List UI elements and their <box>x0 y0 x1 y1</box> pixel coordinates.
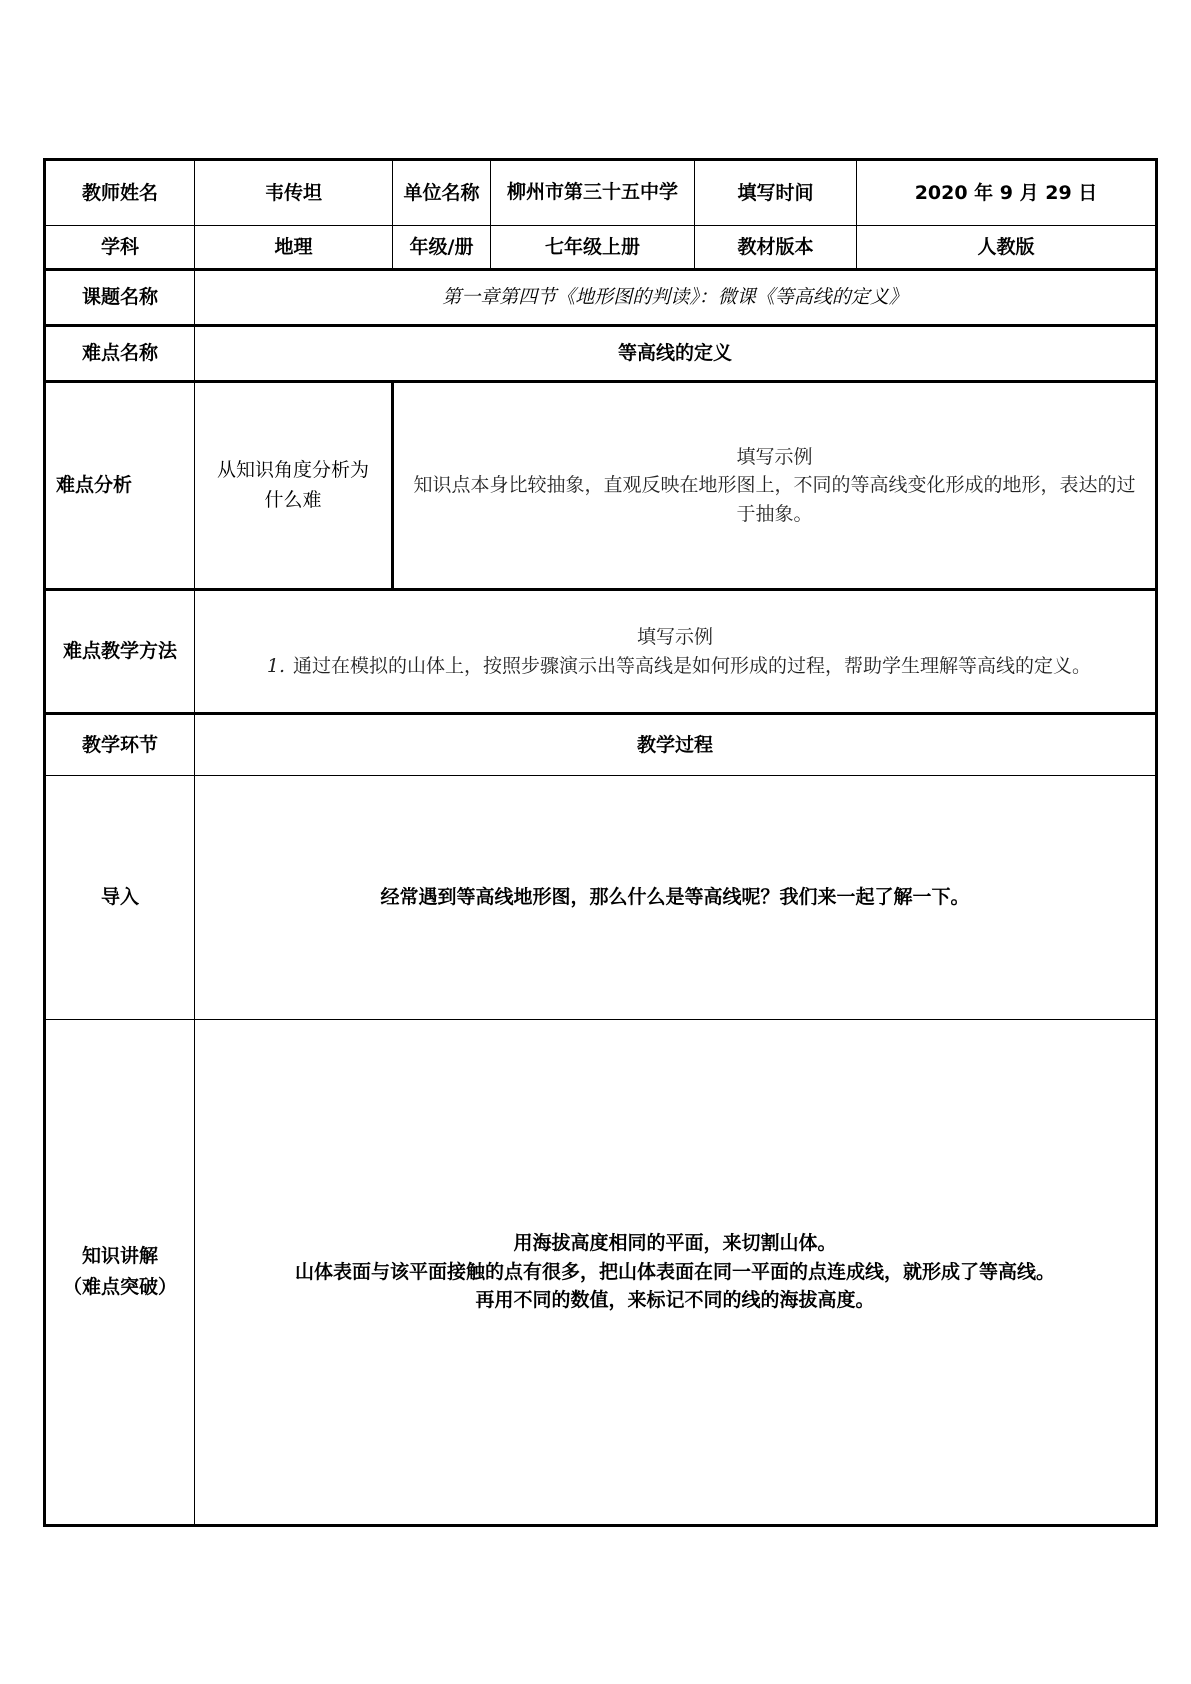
knowledge-line-3: 再用不同的数值，来标记不同的线的海拔高度。 <box>475 1289 875 1312</box>
stage-header: 教学环节 <box>45 714 195 776</box>
edition-value: 人教版 <box>857 226 1157 270</box>
analysis-example-text: 知识点本身比较抽象，直观反映在地形图上，不同的等高线变化形成的地形，表达的过于抽象。 <box>413 474 1136 525</box>
analysis-example <box>393 382 1157 590</box>
analysis-label: 难点分析 <box>45 382 195 590</box>
grade-value: 七年级上册 <box>491 226 695 270</box>
topic-label: 课题名称 <box>45 270 195 326</box>
subject-value: 地理 <box>195 226 393 270</box>
analysis-angle: 从知识角度分析为什么难 <box>195 382 393 590</box>
grade-label: 年级/册 <box>393 226 491 270</box>
intro-text: 经常遇到等高线地形图，那么什么是等高线呢？我们来一起了解一下。 <box>195 776 1157 1020</box>
method-item-text: 通过在模拟的山体上，按照步骤演示出等高线是如何形成的过程，帮助学生理解等高线的定义。 <box>292 654 1091 677</box>
edition-label: 教材版本 <box>695 226 857 270</box>
subject-label: 学科 <box>45 226 195 270</box>
intro-label: 导入 <box>45 776 195 1020</box>
teacher-value: 韦传坦 <box>195 160 393 226</box>
lesson-form-table <box>43 158 1158 1527</box>
difficulty-label: 难点名称 <box>45 326 195 382</box>
process-header: 教学过程 <box>195 714 1157 776</box>
method-example-title: 填写示例 <box>636 626 713 648</box>
teacher-label: 教师姓名 <box>45 160 195 226</box>
knowledge-content <box>195 1020 1157 1526</box>
method-label: 难点教学方法 <box>45 590 195 714</box>
knowledge-line-1: 用海拔高度相同的平面，来切割山体。 <box>513 1232 837 1255</box>
analysis-example-title: 填写示例 <box>736 445 813 468</box>
knowledge-label-line1: 知识讲解 <box>81 1244 158 1267</box>
time-label: 填写时间 <box>695 160 857 226</box>
knowledge-label-line2: （难点突破） <box>62 1276 177 1298</box>
method-item <box>207 652 1143 681</box>
difficulty-value: 等高线的定义 <box>195 326 1157 382</box>
knowledge-label <box>45 1020 195 1526</box>
unit-value: 柳州市第三十五中学 <box>491 160 695 226</box>
method-item-number: 1. <box>266 654 286 677</box>
time-value: 2020 年 9 月 29 日 <box>857 160 1157 226</box>
unit-label: 单位名称 <box>393 160 491 226</box>
method-example <box>195 590 1157 714</box>
topic-value: 第一章第四节《地形图的判读》：微课《等高线的定义》 <box>195 270 1157 326</box>
knowledge-line-2: 山体表面与该平面接触的点有很多，把山体表面在同一平面的点连成线，就形成了等高线。 <box>294 1260 1055 1283</box>
